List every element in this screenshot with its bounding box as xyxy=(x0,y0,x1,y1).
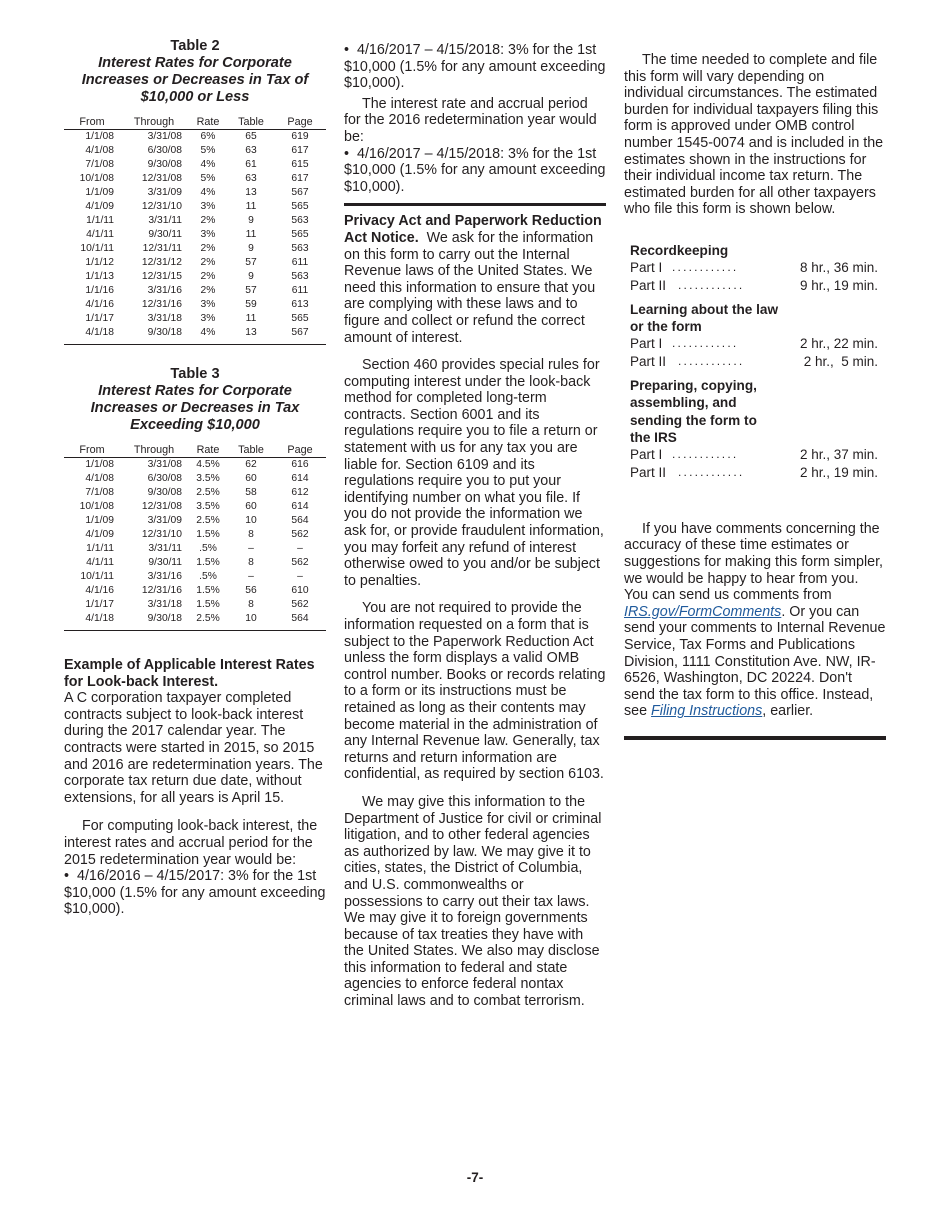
table2-cell-from: 4/1/09 xyxy=(85,201,114,212)
table2-cell-page: 565 xyxy=(291,201,309,212)
table3-cell-table: 8 xyxy=(248,529,254,540)
table3-cell-rate: 2.5% xyxy=(196,515,220,526)
table2-cell-through: 3/31/18 xyxy=(147,313,182,324)
privacy-paragraph-2: Section 460 provides special rules for computing interest under the look-back method for completed long-term contracts. Section 6001 and its regulations require you to file a return or statement with us for any tax you are liable for. Section 6109 and its regulations require you to put your identifying number on what you file. If you do not provide the information we ask for, or provide fraudulent information, you may forfeit any refund of interest otherwise owed to you and/or be subject to penalties. xyxy=(344,357,604,589)
table3-cell-rate: 1.5% xyxy=(196,529,220,540)
table2-cell-page: 563 xyxy=(291,271,309,282)
table2-row xyxy=(64,200,326,214)
table2-cell-table: 65 xyxy=(245,131,257,142)
table3-cell-from: 4/1/16 xyxy=(85,585,114,596)
table2-cell-from: 7/1/08 xyxy=(85,159,114,170)
table3-cell-rate: 2.5% xyxy=(196,487,220,498)
table3-subtitle: Interest Rates for Corporate Increases or Decreases in Tax Exceeding $10,000 xyxy=(90,383,300,433)
table3-cell-table: 58 xyxy=(245,487,257,498)
table2-cell-through: 9/30/08 xyxy=(147,159,182,170)
table2-cell-table: 11 xyxy=(245,201,257,212)
table3-cell-page: 616 xyxy=(291,459,309,470)
table2-cell-page: 619 xyxy=(291,131,309,142)
table3-cell-through: 3/31/18 xyxy=(147,599,182,610)
table3-cell-from: 1/1/08 xyxy=(85,459,114,470)
table3-cell-from: 7/1/08 xyxy=(85,487,114,498)
table3-cell-page: 564 xyxy=(291,613,309,624)
table3-row xyxy=(64,458,326,473)
table2-header-from: From xyxy=(64,114,120,130)
table3-cell-rate: .5% xyxy=(199,543,217,554)
privacy-paragraph-4: We may give this information to the Department of Justice for civil or criminal litigation, and to other federal agencies as authorized by law. We may give it to cities, states, the District of Columbia, and U.S. commonwealths or possessions to carry out their tax laws. We may give it to foreign governments because of tax treaties they have with the United States. We also may disclose this information to federal and state agencies to enforce federal nontax criminal laws and to combat terrorism. xyxy=(344,793,602,1010)
table2-cell-from: 1/1/11 xyxy=(86,215,114,226)
example-bullet-2: • 4/16/2017 – 4/15/2018: 3% for the 1st $10,000 (1.5% for any amount exceeding $10,000). xyxy=(344,42,606,92)
table3-row xyxy=(64,584,326,598)
table2-cell-page: 613 xyxy=(291,299,309,310)
table3-cell-through: 12/31/10 xyxy=(141,529,182,540)
table3-cell-table: 10 xyxy=(245,515,257,526)
table3-cell-table: 10 xyxy=(245,613,257,624)
table2-cell-table: 9 xyxy=(248,271,254,282)
table3-row xyxy=(64,472,326,486)
table2-cell-from: 10/1/08 xyxy=(79,173,114,184)
table2-row xyxy=(64,158,326,172)
example-paragraph-1: A C corporation taxpayer completed contracts subject to look-back interest during the 2017 calendar year. The contracts were started in 2015, so 2015 and 2016 are redetermination years. The corporate tax return due date, without extensions, for all years is April 15. xyxy=(64,690,323,806)
table3-row xyxy=(64,542,326,556)
table3-row xyxy=(64,500,326,514)
table3-cell-page: 562 xyxy=(291,557,309,568)
table2 xyxy=(64,114,326,345)
table3-header-from: From xyxy=(64,442,120,458)
table3-cell-table: 8 xyxy=(248,599,254,610)
table3-cell-page: 614 xyxy=(291,501,309,512)
table2-cell-rate: 2% xyxy=(200,285,216,296)
table2-cell-page: 611 xyxy=(291,257,309,268)
table2-cell-rate: 3% xyxy=(200,313,216,324)
table3-header-rate: Rate xyxy=(188,442,228,458)
table2-cell-from: 4/1/08 xyxy=(85,145,114,156)
table2-cell-rate: 3% xyxy=(200,229,216,240)
table2-cell-through: 12/31/08 xyxy=(141,173,182,184)
table2-cell-from: 1/1/09 xyxy=(85,187,114,198)
table3-row xyxy=(64,514,326,528)
table3-cell-page: 562 xyxy=(291,599,309,610)
table3 xyxy=(64,442,326,631)
table3-cell-through: 3/31/11 xyxy=(148,543,182,554)
table3-cell-from: 1/1/17 xyxy=(85,599,114,610)
bullet-icon: • xyxy=(344,42,350,58)
table2-cell-table: 57 xyxy=(245,285,257,296)
table3-cell-rate: 3.5% xyxy=(196,473,220,484)
table2-cell-table: 63 xyxy=(245,173,257,184)
table3-cell-table: – xyxy=(248,571,254,582)
table2-row xyxy=(64,130,326,145)
table3-cell-page: – xyxy=(297,543,303,554)
table2-cell-rate: 2% xyxy=(200,215,216,226)
table2-cell-from: 1/1/12 xyxy=(85,257,114,268)
burden-row: Part I ............ 2 hr., 22 min. xyxy=(630,336,878,352)
table3-cell-table: 60 xyxy=(245,501,257,512)
table3-row xyxy=(64,528,326,542)
table3-cell-rate: 3.5% xyxy=(196,501,220,512)
table3-header-through: Through xyxy=(120,442,188,458)
table3-cell-page: 612 xyxy=(291,487,309,498)
table2-cell-from: 4/1/18 xyxy=(85,327,114,338)
table3-title: Table 3 xyxy=(170,366,220,382)
table2-cell-from: 1/1/17 xyxy=(85,313,114,324)
filing-instructions-link[interactable]: Filing Instructions xyxy=(651,703,763,720)
table2-row xyxy=(64,214,326,228)
table3-cell-rate: .5% xyxy=(199,571,217,582)
table2-cell-page: 617 xyxy=(291,145,309,156)
table2-header-rate: Rate xyxy=(188,114,228,130)
table3-title-block xyxy=(64,366,326,434)
bullet-icon: • xyxy=(64,868,70,885)
table2-row xyxy=(64,326,326,345)
column-left xyxy=(64,38,326,918)
table2-row xyxy=(64,270,326,284)
table3-cell-from: 10/1/11 xyxy=(80,571,114,582)
table2-header-through: Through xyxy=(120,114,188,130)
table2-row xyxy=(64,144,326,158)
example-paragraph-2: For computing look-back interest, the interest rates and accrual period for the 2015 redetermination year would be: xyxy=(64,818,318,868)
burden-preparing-heading: Preparing, copying, assembling, and sending the form to the IRS xyxy=(630,378,757,445)
table2-cell-through: 3/31/09 xyxy=(147,187,182,198)
table3-cell-page: 564 xyxy=(291,515,309,526)
bullet-icon: • xyxy=(344,145,350,162)
table2-title-block xyxy=(64,38,326,106)
table3-row xyxy=(64,486,326,500)
table2-cell-page: 563 xyxy=(291,243,309,254)
table3-cell-through: 9/30/11 xyxy=(148,557,182,568)
table2-row xyxy=(64,228,326,242)
table2-cell-page: 615 xyxy=(291,159,309,170)
table3-cell-rate: 1.5% xyxy=(196,599,220,610)
table3-cell-through: 3/31/09 xyxy=(147,515,182,526)
table2-cell-from: 1/1/13 xyxy=(85,271,114,282)
form-comments-link[interactable]: IRS.gov/FormComments xyxy=(624,603,782,620)
table2-header-row xyxy=(64,114,326,130)
example-paragraph-3: The interest rate and accrual period for the 2016 redetermination year would be: xyxy=(344,95,597,145)
table2-cell-rate: 3% xyxy=(200,299,216,310)
table3-cell-from: 10/1/08 xyxy=(79,501,114,512)
table3-cell-from: 4/1/08 xyxy=(85,473,114,484)
table3-header-row xyxy=(64,442,326,458)
table2-cell-from: 10/1/11 xyxy=(80,243,114,254)
table3-cell-through: 12/31/16 xyxy=(141,585,182,596)
table2-cell-rate: 2% xyxy=(200,243,216,254)
section-divider xyxy=(344,203,606,206)
burden-learning-heading: Learning about the law or the form xyxy=(630,301,779,335)
table3-cell-page: – xyxy=(297,571,303,582)
table3-cell-from: 4/1/09 xyxy=(85,529,114,540)
table2-row xyxy=(64,284,326,298)
privacy-paragraph-3: You are not required to provide the information requested on a form that is subject to the Paperwork Reduction Act unless the form displays a valid OMB control number. Books or records relating to a form or its instructions must be retained as long as their contents may become material in the administration of any Internal Revenue law. Generally, tax returns and return information are confidential, as required by section 6103. xyxy=(344,600,606,783)
table2-cell-page: 565 xyxy=(291,313,309,324)
table2-cell-table: 11 xyxy=(245,229,257,240)
table2-cell-table: 63 xyxy=(245,145,257,156)
table2-cell-rate: 2% xyxy=(200,257,216,268)
table2-cell-rate: 2% xyxy=(200,271,216,282)
table2-cell-page: 617 xyxy=(291,173,309,184)
burden-row: Part II ............ 9 hr., 19 min. xyxy=(630,277,878,293)
privacy-paragraph-5: The time needed to complete and file this form will vary depending on individual circumstances. The estimated burden for individual taxpayers filing this form is approved under OMB control number 1545-0074 and is included in the estimates shown in the instructions for their individual income tax return. The estimated burden for all other taxpayers who file this form is shown below. xyxy=(624,52,884,218)
table2-cell-through: 12/31/10 xyxy=(141,201,182,212)
table2-cell-page: 611 xyxy=(291,285,309,296)
table2-cell-page: 567 xyxy=(291,327,309,338)
table2-cell-rate: 4% xyxy=(200,327,216,338)
table2-cell-rate: 6% xyxy=(200,131,216,142)
table2-row xyxy=(64,298,326,312)
table3-cell-through: 3/31/08 xyxy=(147,459,182,470)
table2-row xyxy=(64,172,326,186)
table2-cell-rate: 4% xyxy=(200,159,216,170)
table2-cell-table: 61 xyxy=(245,159,257,170)
table3-cell-from: 4/1/11 xyxy=(86,557,114,568)
table3-cell-through: 3/31/16 xyxy=(147,571,182,582)
table3-row xyxy=(64,598,326,612)
table3-row xyxy=(64,570,326,584)
table3-cell-rate: 1.5% xyxy=(196,557,220,568)
table2-cell-page: 567 xyxy=(291,187,309,198)
table2-cell-rate: 5% xyxy=(200,173,216,184)
table3-cell-table: 8 xyxy=(248,557,254,568)
burden-row: Part I ............ 8 hr., 36 min. xyxy=(630,260,878,276)
privacy-heading: Privacy Act and Paperwork Reduction Act Notice. xyxy=(344,213,602,246)
table3-header-table: Table xyxy=(228,442,274,458)
table3-cell-from: 4/1/18 xyxy=(85,613,114,624)
table3-header-page: Page xyxy=(274,442,326,458)
table2-row xyxy=(64,242,326,256)
table2-cell-rate: 5% xyxy=(200,145,216,156)
example-heading: Example of Applicable Interest Rates for Look-back Interest. xyxy=(64,657,315,690)
table2-cell-through: 3/31/16 xyxy=(147,285,182,296)
table2-cell-rate: 4% xyxy=(200,187,216,198)
table3-cell-through: 6/30/08 xyxy=(147,473,182,484)
table2-cell-through: 3/31/11 xyxy=(148,215,182,226)
example-bullet-1: • 4/16/2016 – 4/15/2017: 3% for the 1st $10,000 (1.5% for any amount exceeding $10,000). xyxy=(64,868,326,918)
table2-row xyxy=(64,186,326,200)
table3-row xyxy=(64,556,326,570)
table3-cell-from: 1/1/11 xyxy=(86,543,114,554)
table2-cell-table: 9 xyxy=(248,215,254,226)
table3-cell-page: 610 xyxy=(291,585,309,596)
burden-row: Part II ............ 2 hr., 19 min. xyxy=(630,464,878,480)
table2-header-page: Page xyxy=(274,114,326,130)
table2-cell-table: 13 xyxy=(245,187,257,198)
table2-cell-through: 12/31/15 xyxy=(141,271,182,282)
table2-cell-through: 12/31/16 xyxy=(141,299,182,310)
table2-header-table: Table xyxy=(228,114,274,130)
burden-row: Part II ............ 2 hr., 5 min. xyxy=(630,353,878,369)
table2-cell-through: 3/31/08 xyxy=(147,131,182,142)
column-middle xyxy=(344,42,606,1010)
table2-row xyxy=(64,312,326,326)
privacy-paragraph-1: Privacy Act and Paperwork Reduction Act Notice. We ask for the information on this form to carry out the Internal Revenue laws of the United States. We need this information to ensure that you are complying with these laws and to figure and collect or refund the correct amount of interest. xyxy=(344,213,602,346)
burden-estimates xyxy=(630,242,878,481)
table2-cell-rate: 3% xyxy=(200,201,216,212)
table2-cell-from: 4/1/16 xyxy=(85,299,114,310)
table3-cell-rate: 2.5% xyxy=(196,613,220,624)
table3-cell-table: 62 xyxy=(245,459,257,470)
column-right xyxy=(624,4,886,740)
table2-title: Table 2 xyxy=(170,38,220,54)
table2-row xyxy=(64,256,326,270)
table2-cell-table: 11 xyxy=(245,313,257,324)
table2-cell-through: 6/30/08 xyxy=(147,145,182,156)
table2-cell-table: 57 xyxy=(245,257,257,268)
table2-cell-through: 9/30/11 xyxy=(148,229,182,240)
table3-cell-table: 56 xyxy=(245,585,257,596)
table2-cell-through: 9/30/18 xyxy=(147,327,182,338)
table2-cell-from: 4/1/11 xyxy=(86,229,114,240)
table3-cell-through: 12/31/08 xyxy=(141,501,182,512)
table3-cell-table: – xyxy=(248,543,254,554)
burden-recordkeeping-heading: Recordkeeping xyxy=(630,242,729,258)
table3-cell-rate: 1.5% xyxy=(196,585,220,596)
table2-cell-through: 12/31/12 xyxy=(141,257,182,268)
table2-cell-page: 565 xyxy=(291,229,309,240)
example-bullet-3: • 4/16/2017 – 4/15/2018: 3% for the 1st $10,000 (1.5% for any amount exceeding $10,000). xyxy=(344,145,606,195)
table3-cell-page: 562 xyxy=(291,529,309,540)
table2-cell-from: 1/1/16 xyxy=(85,285,114,296)
table3-cell-rate: 4.5% xyxy=(196,459,220,470)
comments-paragraph: If you have comments concerning the accuracy of these time estimates or suggestions for making this form simpler, we would be happy to hear from you. You can send us comments from IRS.gov/FormComments. Or you can send your comments to Internal Revenue Service, Tax Forms and Publications Division, 1111 Constitution Ave. NW, IR-6526, Washington, DC 20224. Don't send the tax form to this office. Instead, see Filing Instructions, earlier. xyxy=(624,520,886,720)
table2-cell-table: 13 xyxy=(245,327,257,338)
table3-cell-from: 1/1/09 xyxy=(85,515,114,526)
table3-cell-through: 9/30/18 xyxy=(147,613,182,624)
table2-cell-through: 12/31/11 xyxy=(142,243,182,254)
table3-cell-table: 60 xyxy=(245,473,257,484)
table3-cell-page: 614 xyxy=(291,473,309,484)
table3-cell-through: 9/30/08 xyxy=(147,487,182,498)
table2-cell-table: 59 xyxy=(245,299,257,310)
table2-cell-from: 1/1/08 xyxy=(85,131,114,142)
page-number: -7- xyxy=(466,1170,484,1185)
table3-row xyxy=(64,612,326,631)
end-rule xyxy=(624,736,886,740)
table2-subtitle: Interest Rates for Corporate Increases or Decreases in Tax of $10,000 or Less xyxy=(81,55,309,105)
table2-cell-page: 563 xyxy=(291,215,309,226)
table2-cell-table: 9 xyxy=(248,243,254,254)
burden-row: Part I ............ 2 hr., 37 min. xyxy=(630,447,878,463)
